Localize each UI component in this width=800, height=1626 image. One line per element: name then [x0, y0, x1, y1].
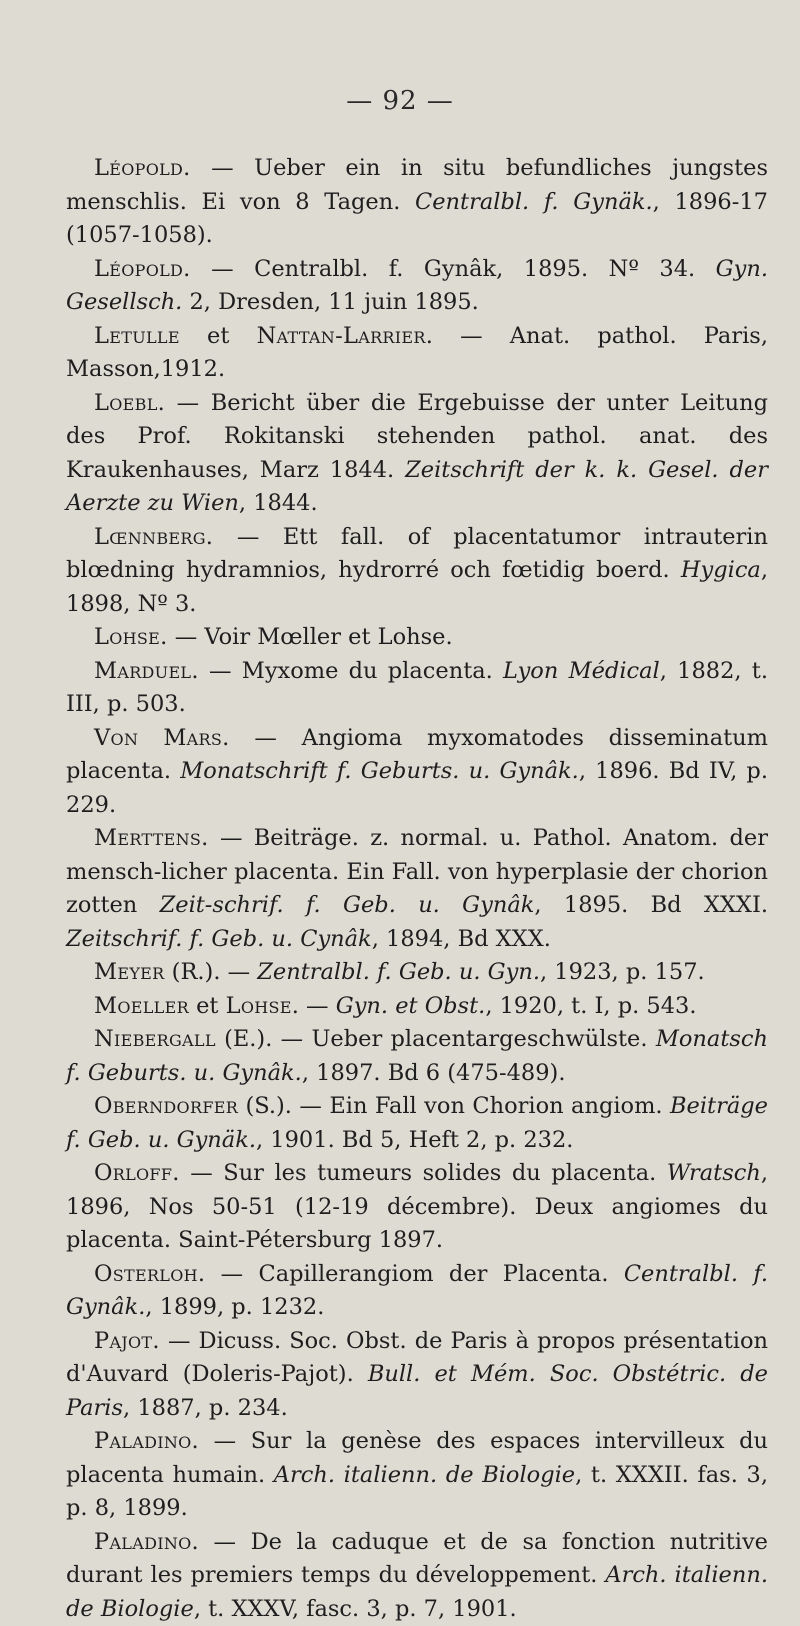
entry-text: , 1895. Bd XXXI. [534, 892, 768, 918]
bibliography-entry [66, 956, 768, 990]
entry-author: Orloff. [94, 1160, 180, 1186]
entry-text: — Bericht über die Ergebuisse der unter Leitung des Prof. Rokitanski stehenden pathol. anat. des Kraukenhauses, Marz 1844. [66, 390, 768, 483]
entry-source-title: Monatschrift f. Geburts. u. Gynâk. [180, 758, 579, 784]
bibliography-entry [66, 621, 768, 655]
entry-text: — Angioma myxomatodes disseminatum placenta. [66, 725, 768, 785]
entry-source-title: Zentralbl. f. Geb. u. Gyn. [257, 959, 540, 985]
entry-source-title: Zeitschrift der k. k. Gesel. der Aerzte zu Wien [66, 457, 768, 517]
entry-author: Loebl. [94, 390, 165, 416]
entry-text: — Voir Mœller et Lohse. [168, 624, 453, 650]
bibliography-entry [66, 990, 768, 1024]
entry-text: — Myxome du placenta. [199, 658, 503, 684]
entry-source-title: Centralbl. f. Gynâk. [66, 1261, 768, 1321]
entry-text: , 1896-17 (1057-1058). [66, 189, 768, 249]
bibliography-entry [66, 1526, 768, 1626]
entry-source-title: Zeit-schrif. f. Geb. u. Gynâk [160, 892, 535, 918]
bibliography-entry [66, 1425, 768, 1526]
bibliography-entry [66, 253, 768, 320]
entry-coauthor: Nattan-Larrier [257, 323, 426, 349]
entry-text: , 1899, p. 1232. [145, 1294, 324, 1320]
entry-text: 2, Dresden, 11 juin 1895. [182, 289, 478, 315]
entry-author: Léopold. [94, 155, 191, 181]
bibliography-entry [66, 320, 768, 387]
entry-text: , 1887, p. 234. [123, 1395, 288, 1421]
entry-text: — Dicuss. Soc. Obst. de Paris à propos présentation d'Auvard (Doleris-Pajot). [66, 1328, 768, 1388]
entry-author: Pajot. [94, 1328, 160, 1354]
entry-text: — Capillerangiom der Placenta. [205, 1261, 623, 1287]
entry-author: Léopold. [94, 256, 191, 282]
entry-coauthor: Lohse [226, 993, 292, 1019]
entry-author: Von Mars. [94, 725, 230, 751]
entry-source-title: Centralbl. f. Gynäk. [415, 189, 653, 215]
entry-text: , 1923, p. 157. [540, 959, 705, 985]
entry-text: (E.). — Ueber placentargeschwülste. [216, 1026, 656, 1052]
bibliography-entry [66, 722, 768, 823]
entry-source-title: Beiträge f. Geb. u. Gynäk. [66, 1093, 768, 1153]
bibliography-entry [66, 655, 768, 722]
entry-source-title: Hygica [681, 557, 761, 583]
entry-text: , 1901. Bd 5, Heft 2, p. 232. [256, 1127, 573, 1153]
entry-text: — Beiträge. z. normal. u. Pathol. Anatom. der mensch-licher placenta. Ein Fall. von hyperplasie der chorion zotten [66, 825, 768, 918]
entry-text: , 1897. Bd 6 (475-489). [302, 1060, 566, 1086]
entry-source-title: Arch. italienn. de Biologie [66, 1562, 768, 1622]
entry-author: Merttens. [94, 825, 209, 851]
entry-text: — Ett fall. of placentatumor intrauterin blœdning hydramnios, hydrorré och fœtidig boerd. [66, 524, 768, 584]
entry-author: Lohse. [94, 624, 168, 650]
entry-text: — Ueber ein in situ befundliches jungstes menschlis. Ei von 8 Tagen. [66, 155, 768, 215]
entry-text: — Sur la genèse des espaces intervilleux du placenta humain. [66, 1428, 768, 1488]
entry-source-title: Arch. italienn. de Biologie [274, 1462, 575, 1488]
entry-text: . — Anat. pathol. Paris, Masson,1912. [66, 323, 768, 383]
entry-text: , 1896, Nos 50-51 (12-19 décembre). Deux angiomes du placenta. Saint-Pétersburg 1897. [66, 1160, 768, 1253]
entry-text: , t. XXXV, fasc. 3, p. 7, 1901. [194, 1596, 517, 1622]
entry-author: Oberndorfer [94, 1093, 238, 1119]
entry-source-title: Lyon Médical [503, 658, 660, 684]
entry-text: , 1898, Nº 3. [66, 557, 768, 617]
entry-source-title: Bull. et Mém. Soc. Obstétric. de Paris [66, 1361, 768, 1421]
entry-text: , 1920, t. I, p. 543. [485, 993, 696, 1019]
bibliography-entry [66, 1023, 768, 1090]
entry-text: et [180, 323, 257, 349]
entry-text: — Centralbl. f. Gynâk, 1895. Nº 34. [191, 256, 716, 282]
bibliography-entry [66, 387, 768, 521]
entry-author: Marduel. [94, 658, 199, 684]
entry-text: — De la caduque et de sa fonction nutritive durant les premiers temps du développement. [66, 1529, 768, 1589]
entry-text: et [189, 993, 226, 1019]
bibliography-entry [66, 822, 768, 956]
entry-text: , t. XXXII. fas. 3, p. 8, 1899. [66, 1462, 768, 1522]
entry-text: . — [292, 993, 336, 1019]
entry-source-title: Wratsch [667, 1160, 761, 1186]
bibliography-entry [66, 1325, 768, 1426]
entry-text: — Sur les tumeurs solides du placenta. [180, 1160, 667, 1186]
page-number: — 92 — [0, 86, 800, 116]
entry-text: , 1882, t. III, p. 503. [66, 658, 768, 718]
entry-author: Letulle [94, 323, 180, 349]
entry-text: , 1894, Bd XXX. [372, 926, 551, 952]
entry-source-title: Gyn. et Obst. [336, 993, 486, 1019]
entry-author: Niebergall [94, 1026, 216, 1052]
bibliography-entry [66, 1157, 768, 1258]
entry-text: , 1844. [239, 490, 318, 516]
entry-source-title: Zeitschrif. f. Geb. u. Cynâk [66, 926, 372, 952]
entry-author: Osterloh. [94, 1261, 205, 1287]
bibliography-list [66, 152, 768, 1626]
entry-author: Moeller [94, 993, 189, 1019]
entry-text: (R.). — [165, 959, 258, 985]
entry-source-title: Monatsch f. Geburts. u. Gynâk. [66, 1026, 768, 1086]
bibliography-entry [66, 1258, 768, 1325]
entry-text: , 1896. Bd IV, p. 229. [66, 758, 768, 818]
entry-author: Paladino. [94, 1529, 199, 1555]
bibliography-entry [66, 521, 768, 622]
bibliography-entry [66, 1090, 768, 1157]
entry-source-title: Gyn. Gesellsch. [66, 256, 768, 316]
bibliography-entry [66, 152, 768, 253]
entry-text: (S.). — Ein Fall von Chorion angiom. [238, 1093, 670, 1119]
entry-author: Lœnnberg. [94, 524, 213, 550]
entry-author: Paladino. [94, 1428, 199, 1454]
entry-author: Meyer [94, 959, 165, 985]
